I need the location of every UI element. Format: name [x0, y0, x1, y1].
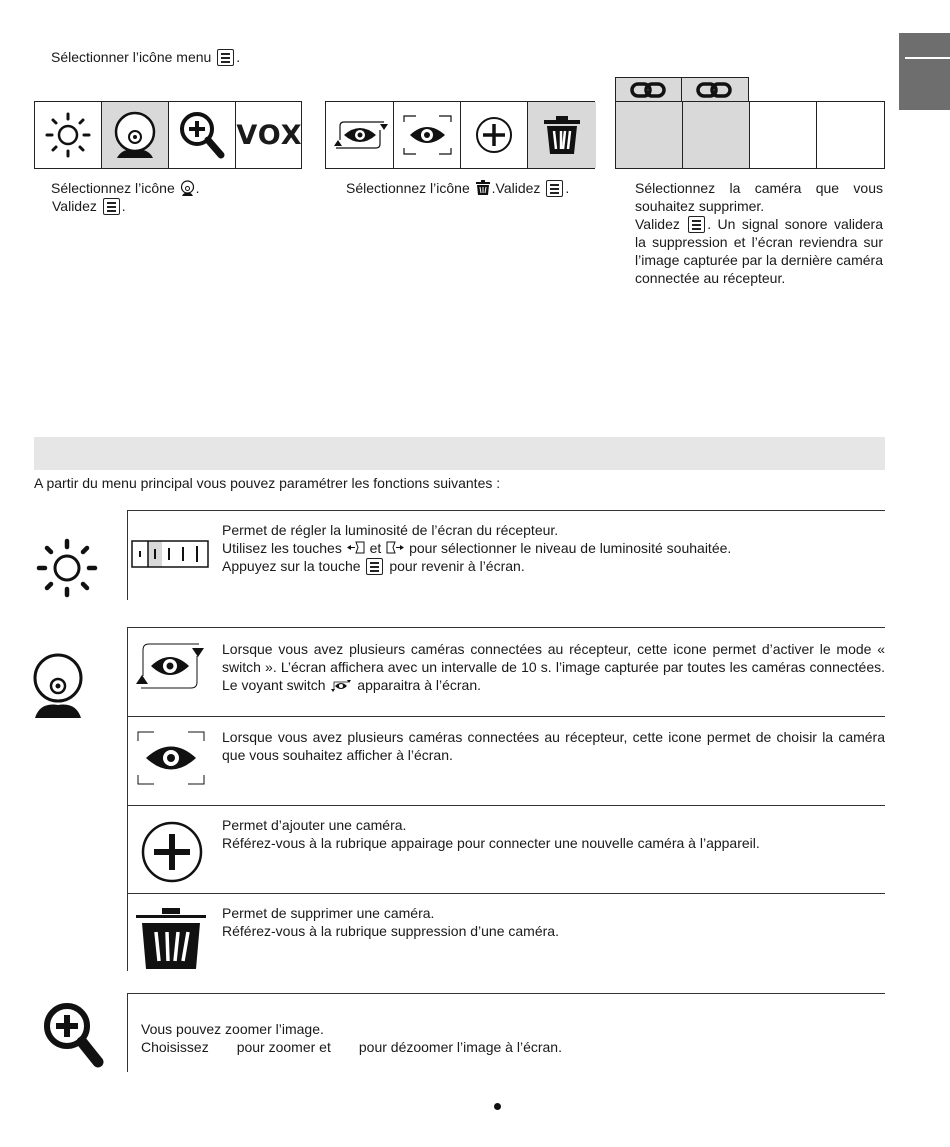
vox-label: VOX [236, 119, 303, 151]
trash-cell[interactable] [528, 102, 596, 168]
brightness-level-bar [131, 540, 209, 568]
menu-strip-main [34, 101, 302, 169]
view-icon [136, 729, 206, 787]
camera-slot-1[interactable] [616, 102, 683, 168]
brightness-icon [35, 102, 102, 168]
side-tab [899, 33, 950, 110]
camera-mini-icon [179, 180, 196, 197]
left-key-icon [346, 541, 366, 554]
caption-delete-camera: Sélectionnez la caméra que vous souhaitez supprimer. Validez . Un signal sonore validera la suppression et l’écran reviendra sur l’image capturée par la dernière caméra connectée au récepteur. [635, 180, 884, 286]
camera-slot-2[interactable] [683, 102, 750, 168]
zoom-cell[interactable] [169, 102, 236, 168]
slot-link-2 [682, 78, 748, 102]
switch-cell[interactable] [326, 102, 394, 168]
menu-key-icon [688, 216, 705, 233]
add-cell[interactable] [461, 102, 528, 168]
section-header-bar [34, 437, 885, 470]
add-description: Permet d’ajouter une caméra. Référez-vous à la rubrique appairage pour connecter une nouvelle caméra à l’appareil. [222, 817, 760, 851]
trash-icon [528, 102, 596, 168]
brightness-description: Permet de régler la luminosité de l’écran du récepteur. Utilisez les touches et pour sélectionner le niveau de luminosité souhaitée. Appuyez sur la touche pour revenir à l’écran. [222, 522, 732, 574]
brightness-cell[interactable] [35, 102, 102, 168]
camera-large-icon [28, 646, 88, 720]
view-description: Lorsque vous avez plusieurs caméras connectées au récepteur, cette icone permet de choisir la caméra que vous souhaitez afficher à l’écran. [222, 729, 885, 763]
zoom-description: Vous pouvez zoomer l’image. Choisissez pour zoomer et pour dézoomer l’image à l’écran. [141, 1021, 562, 1055]
caption-select-trash: Sélectionnez l’icône .Validez . [346, 180, 570, 196]
slot-link-1 [616, 78, 682, 102]
add-icon [461, 102, 528, 168]
switch-icon [326, 102, 394, 168]
step1-text: Sélectionner l’icône menu . [51, 49, 241, 65]
link-icon [616, 78, 682, 102]
camera-slot-4[interactable] [817, 102, 884, 168]
camera-slot-3[interactable] [750, 102, 817, 168]
vox-cell[interactable] [236, 102, 303, 168]
section-intro: A partir du menu principal vous pouvez paramétrer les fonctions suivantes : [34, 475, 501, 491]
brightness-large-icon [32, 535, 102, 605]
trash-mini-icon [474, 179, 492, 196]
view-cell[interactable] [394, 102, 461, 168]
switch-description: Lorsque vous avez plusieurs caméras connectées au récepteur, cette icone permet d’activer le mode « switch ». L’écran affichera avec un intervalle de 10 s. l’image capturée par toutes les caméras connectées. Le voyant switch apparaitra à l’écran. [222, 641, 885, 693]
menu-strip-camera [325, 101, 595, 169]
menu-key-icon [366, 558, 383, 575]
trash-icon [136, 907, 206, 971]
page-bullet [494, 1103, 501, 1110]
camera-slots [615, 77, 885, 169]
menu-key-icon [546, 180, 563, 197]
zoom-icon [169, 102, 236, 168]
view-icon [394, 102, 461, 168]
add-icon [140, 820, 204, 884]
zoom-large-icon [40, 1000, 106, 1070]
link-icon [682, 78, 748, 102]
camera-cell[interactable] [102, 102, 169, 168]
right-key-icon [385, 541, 405, 554]
delete-description: Permet de supprimer une caméra. Référez-vous à la rubrique suppression d’une caméra. [222, 905, 559, 939]
camera-icon [102, 102, 169, 168]
caption-select-camera: Sélectionnez l’icône . Validez . [51, 180, 200, 214]
switch-icon [131, 638, 209, 694]
switch-indicator-icon [329, 678, 353, 692]
menu-key-icon [217, 49, 234, 66]
menu-key-icon [103, 198, 120, 215]
